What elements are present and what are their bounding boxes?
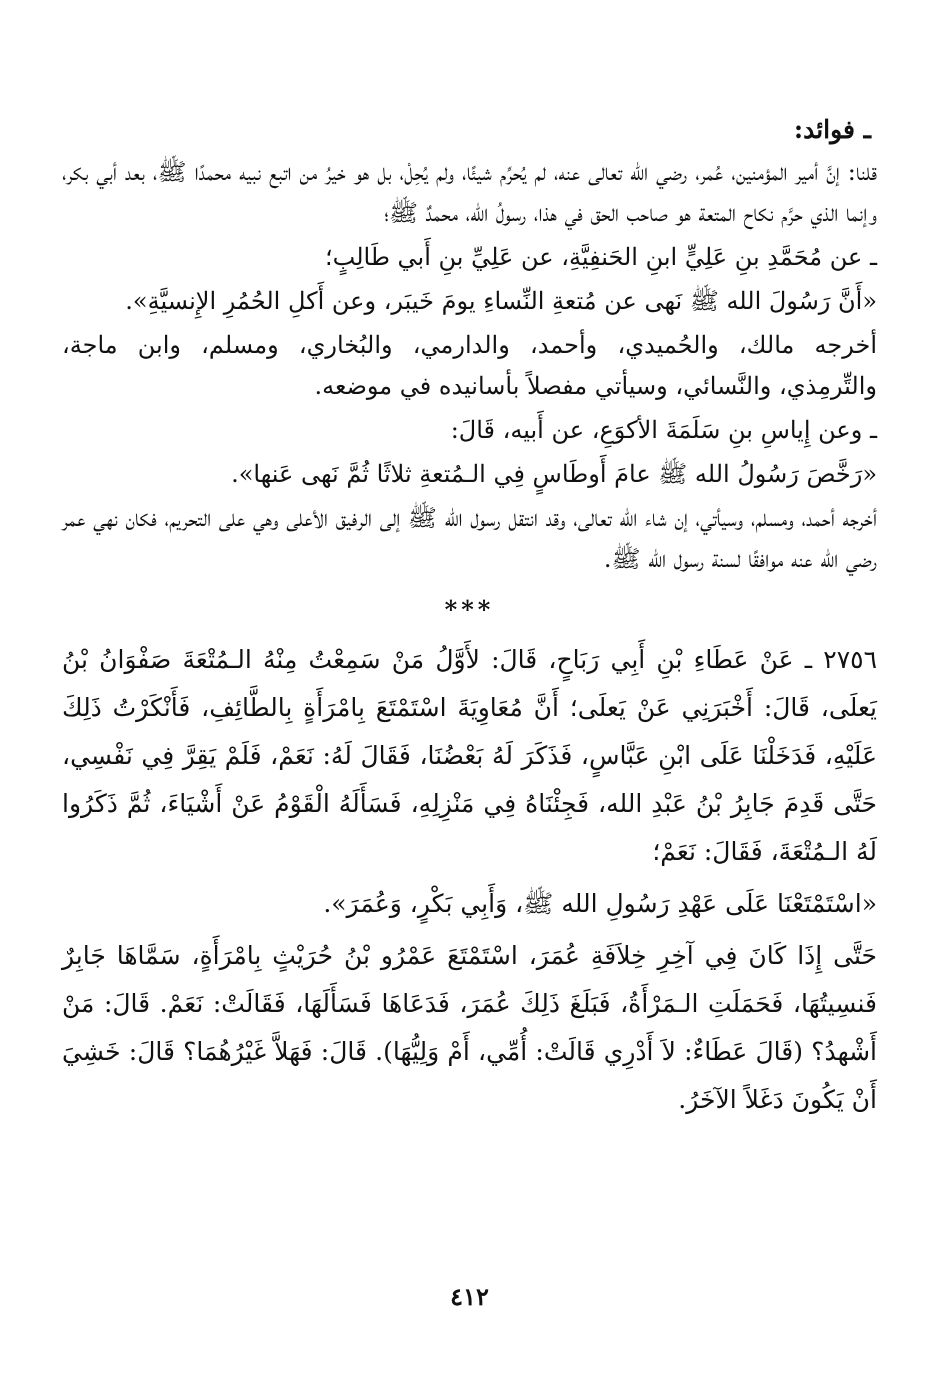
page-number: ٤١٢: [450, 1282, 489, 1311]
commentary-paragraph: قلنا: إنَّ أمير المؤمنين، عُمر، رضي الله تعالى عنه، لم يُحرِّم شيئًا، ولم يُحِلْ، بل هو خيرُ من اتبع نبيه محمدًا ﷺ، بعد أبي بكر، وإنما الذي حرَّم نكاح المتعة هو صاحب الحق في هذا، رسولُ الله، محمدٌ ﷺ؛: [62, 158, 877, 227]
takhrij-paragraph: أخرجه أحمد، ومسلم، وسيأتي، إن شاء الله تعالى، وقد انتقل رسول الله ﷺ إلى الرفيق الأعلى وهي على التحريم، فكان نهي عمر رضي الله عنه موافقًا لسنة رسول الله ﷺ.: [62, 504, 877, 573]
quoted-hadith: «رَخَّصَ رَسُولُ الله ﷺ عامَ أَوطَاسٍ فِي الـمُتعةِ ثلاثًا ثُمَّ نَهى عَنها».: [231, 460, 877, 488]
section-heading: ـ فوائد:: [793, 115, 871, 144]
section-separator: ***: [444, 595, 495, 624]
quoted-hadith: «اسْتَمْتَعْنَا عَلَى عَهْدِ رَسُولِ الله ﷺ، وَأَبِي بَكْرٍ، وَعُمَرَ».: [323, 889, 877, 918]
hadith-text: حَتَّى إِذَا كَانَ فِي آخِرِ خِلاَفَةِ عُمَرَ، اسْتَمْتَعَ عَمْرُو بْنُ حُرَيْثٍ بِامْرَأَةٍ، سَمَّاهَا جَابِرٌ فَنسِيتُهَا، فَحَمَلَتِ الـمَرْأَةُ، فَبَلَغَ ذَلِكَ عُمَرَ، فَدَعَاهَا فَسَأَلَهَا، فَقَالَتْ: نَعَمْ. قَالَ: مَنْ أَشْهدُ؟ (قَالَ عَطَاءٌ: لاَ أَدْرِي قَالَتْ: أُمِّي، أَمْ وَلِيُّهَا). قَالَ: فَهَلاَّ غَيْرُهُمَا؟ قَالَ: خَشِيَ أَنْ يَكُونَ دَغَلاً الآخَرُ.: [62, 941, 877, 1114]
quoted-hadith: «أَنَّ رَسُولَ الله ﷺ نَهى عن مُتعةِ النِّساءِ يومَ خَيبَر، وعن أَكلِ الحُمُرِ الإِنسيَّةِ».: [125, 287, 877, 315]
chain-of-narration: ـ وعن إِياسِ بنِ سَلَمَةَ الأكوَعِ، عن أَبيه، قَالَ:: [450, 416, 877, 444]
hadith-text: ٢٧٥٦ ـ عَنْ عَطَاءِ بْنِ أَبِي رَبَاحٍ، قَالَ: لأَوَّلُ مَنْ سَمِعْتُ مِنْهُ الـمُتْعَةَ صَفْوَانُ بْنُ يَعلَى، قَالَ: أَخْبَرَنِي عَنْ يَعلَى؛ أَنَّ مُعَاوِيَةَ اسْتَمْتَعَ بِامْرَأَةٍ بِالطَّائِفِ، فَأَنْكَرْتُ ذَلِكَ عَلَيْهِ، فَدَخَلْنَا عَلَى ابْنِ عَبَّاسٍ، فَذَكَرَ لَهُ بَعْضُنَا، فَقَالَ لَهُ: نَعَمْ، فَلَمْ يَقِرَّ فِي نَفْسِي، حَتَّى قَدِمَ جَابِرُ بْنُ عَبْدِ الله، فَجِئْنَاهُ فِي مَنْزِلِهِ، فَسَأَلَهُ الْقَوْمُ عَنْ أَشْيَاءَ، ثُمَّ ذَكَرُوا لَهُ الـمُتْعَةَ، فَقَالَ: نَعَمْ؛: [62, 645, 877, 866]
takhrij-paragraph: أخرجه مالك، والحُميدي، وأحمد، والدارمي، والبُخاري، ومسلم، وابن ماجة، والتِّرمِذي، والنَّسائي، وسيأتي مفصلاً بأسانيده في موضعه.: [62, 331, 877, 400]
chain-of-narration: ـ عن مُحَمَّدِ بنِ عَلِيٍّ ابنِ الحَنفِيَّةِ، عن عَلِيِّ بنِ أَبي طَالِبٍ؛: [325, 243, 877, 271]
